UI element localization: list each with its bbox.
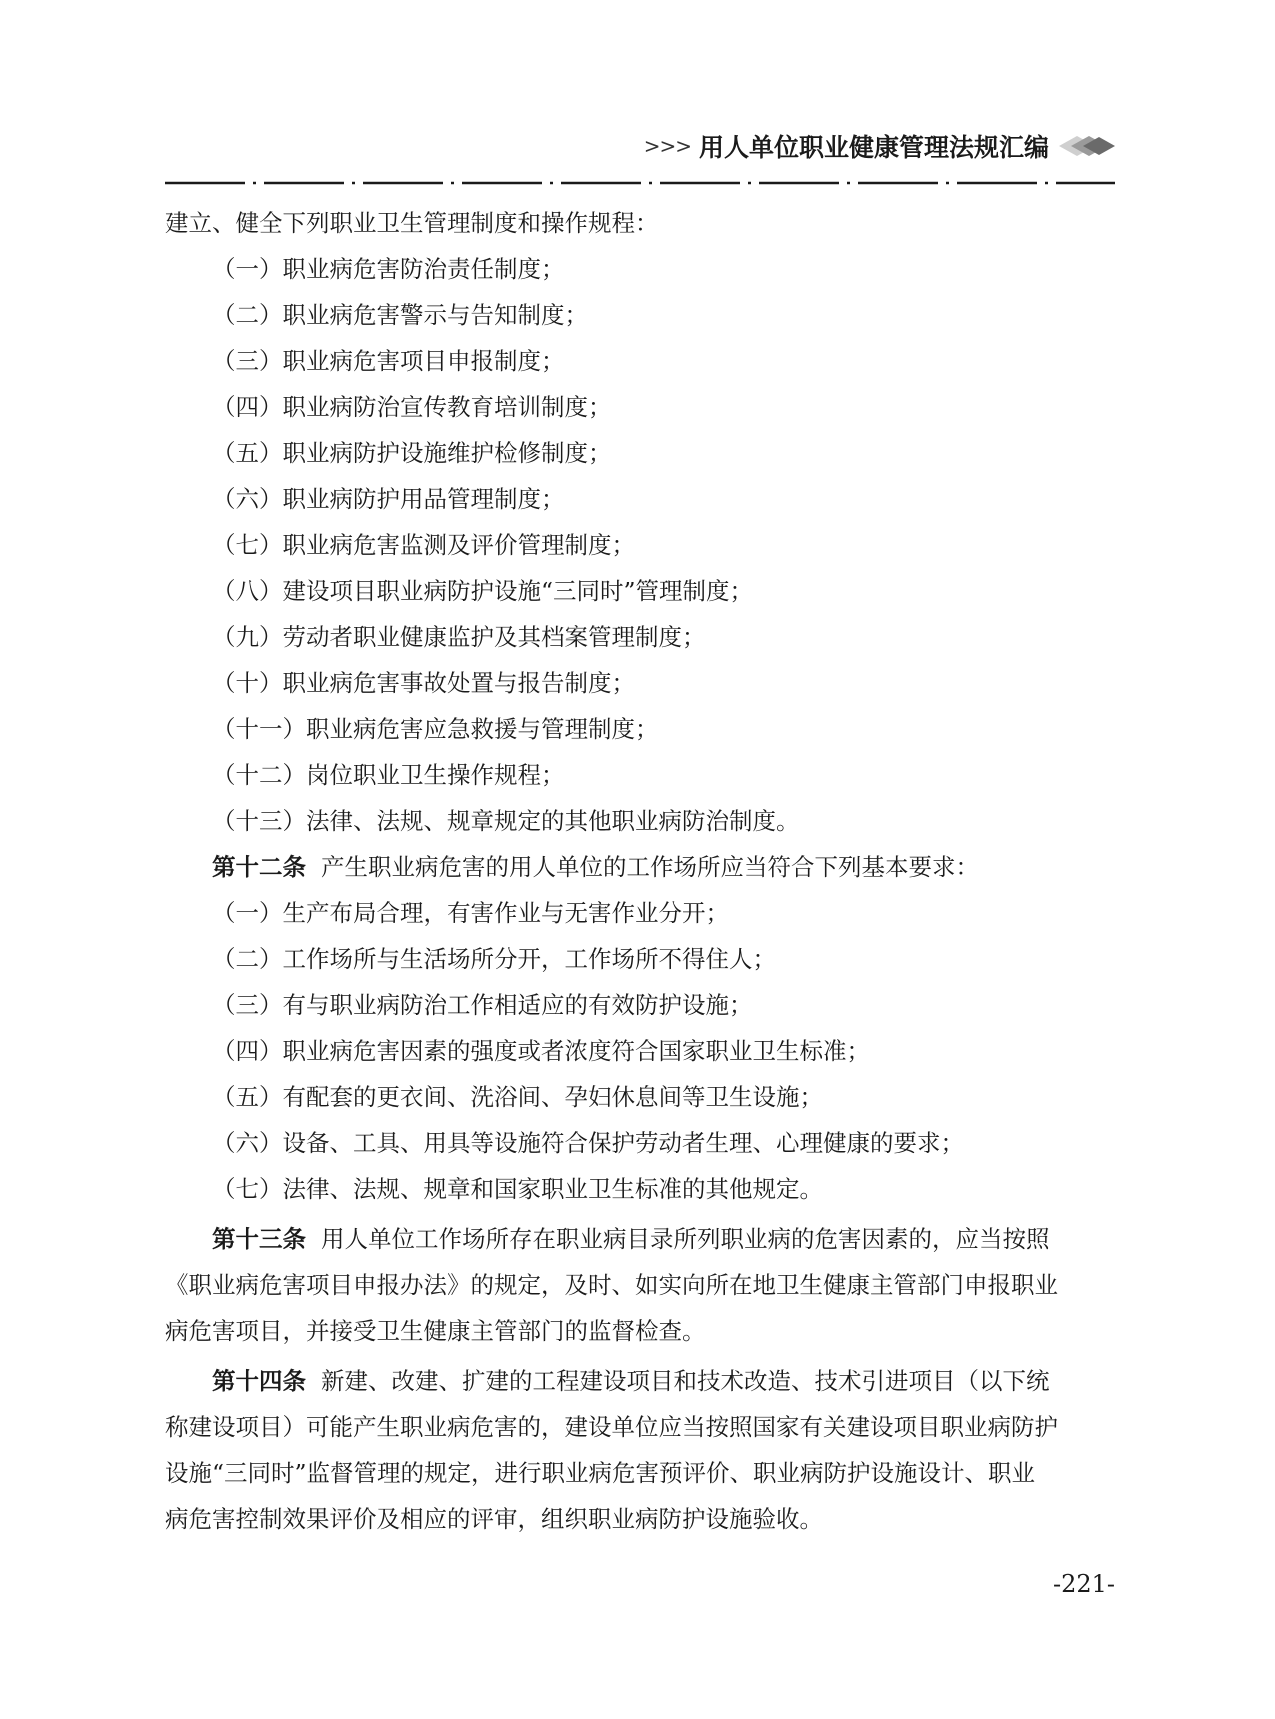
- list-item: （四）职业病防治宣传教育培训制度；: [212, 393, 612, 421]
- list-item: （一）职业病危害防治责任制度；: [212, 255, 565, 283]
- list-item: （七）法律、法规、规章和国家职业卫生标准的其他规定。: [212, 1175, 823, 1203]
- list-item: （三）职业病危害项目申报制度；: [212, 347, 565, 375]
- list-item: （十二）岗位职业卫生操作规程；: [212, 761, 565, 789]
- list-item: （七）职业病危害监测及评价管理制度；: [212, 531, 635, 559]
- list-item: （六）职业病防护用品管理制度；: [212, 485, 565, 513]
- article-12: [165, 844, 1115, 890]
- article-text: 新建、改建、扩建的工程建设项目和技术改造、技术引进项目（以下统: [320, 1367, 1050, 1395]
- diamond-ornament-icon: [1057, 131, 1117, 161]
- list-item: （二）职业病危害警示与告知制度；: [212, 301, 588, 329]
- list-item: （十）职业病危害事故处置与报告制度；: [212, 669, 635, 697]
- workplace-requirement-list: [165, 890, 1115, 1212]
- list-item: （二）工作场所与生活场所分开，工作场所不得住人；: [212, 945, 776, 973]
- article-label: 第十三条: [212, 1225, 306, 1253]
- running-header-title: 用人单位职业健康管理法规汇编: [698, 133, 1049, 162]
- article-14: [165, 1358, 1115, 1542]
- list-item: （一）生产布局合理，有害作业与无害作业分开；: [212, 899, 729, 927]
- list-item: （九）劳动者职业健康监护及其档案管理制度；: [212, 623, 706, 651]
- list-item: （三）有与职业病防治工作相适应的有效防护设施；: [212, 991, 753, 1019]
- article-line: 称建设项目）可能产生职业病危害的，建设单位应当按照国家有关建设项目职业病防护: [165, 1413, 1058, 1441]
- article-line: 《职业病危害项目申报办法》的规定，及时、如实向所在地卫生健康主管部门申报职业: [165, 1271, 1058, 1299]
- article-label: 第十二条: [212, 853, 306, 881]
- list-item: （十三）法律、法规、规章规定的其他职业病防治制度。: [212, 807, 800, 835]
- article-line: 病危害项目，并接受卫生健康主管部门的监督检查。: [165, 1317, 706, 1345]
- article-text: 用人单位工作场所存在职业病目录所列职业病的危害因素的，应当按照: [320, 1225, 1050, 1253]
- running-header: [644, 128, 1117, 164]
- article-line: 病危害控制效果评价及相应的评审，组织职业病防护设施验收。: [165, 1505, 823, 1533]
- header-rule: [165, 181, 1115, 185]
- article-line: [165, 1216, 1115, 1262]
- article-text: 产生职业病危害的用人单位的工作场所应当符合下列基本要求：: [320, 853, 979, 881]
- management-system-list: [165, 246, 1115, 844]
- list-item: （八）建设项目职业病防护设施“三同时”管理制度；: [212, 577, 754, 605]
- list-item: （五）有配套的更衣间、洗浴间、孕妇休息间等卫生设施；: [212, 1083, 823, 1111]
- list-item: （四）职业病危害因素的强度或者浓度符合国家职业卫生标准；: [212, 1037, 870, 1065]
- page-number: -221-: [1052, 1570, 1115, 1598]
- list-item: （六）设备、工具、用具等设施符合保护劳动者生理、心理健康的要求；: [212, 1129, 964, 1157]
- article-line: 设施“三同时”监督管理的规定，进行职业病危害预评价、职业病防护设施设计、职业: [165, 1459, 1036, 1487]
- article-13: [165, 1216, 1115, 1354]
- list-item: （十一）职业病危害应急救援与管理制度；: [212, 715, 659, 743]
- page-body: [165, 200, 1115, 1542]
- intro-paragraph: 建立、健全下列职业卫生管理制度和操作规程：: [165, 209, 659, 237]
- chevrons-mark: >>>: [643, 134, 691, 158]
- article-label: 第十四条: [212, 1367, 306, 1395]
- article-line: [165, 1358, 1115, 1404]
- list-item: （五）职业病防护设施维护检修制度；: [212, 439, 612, 467]
